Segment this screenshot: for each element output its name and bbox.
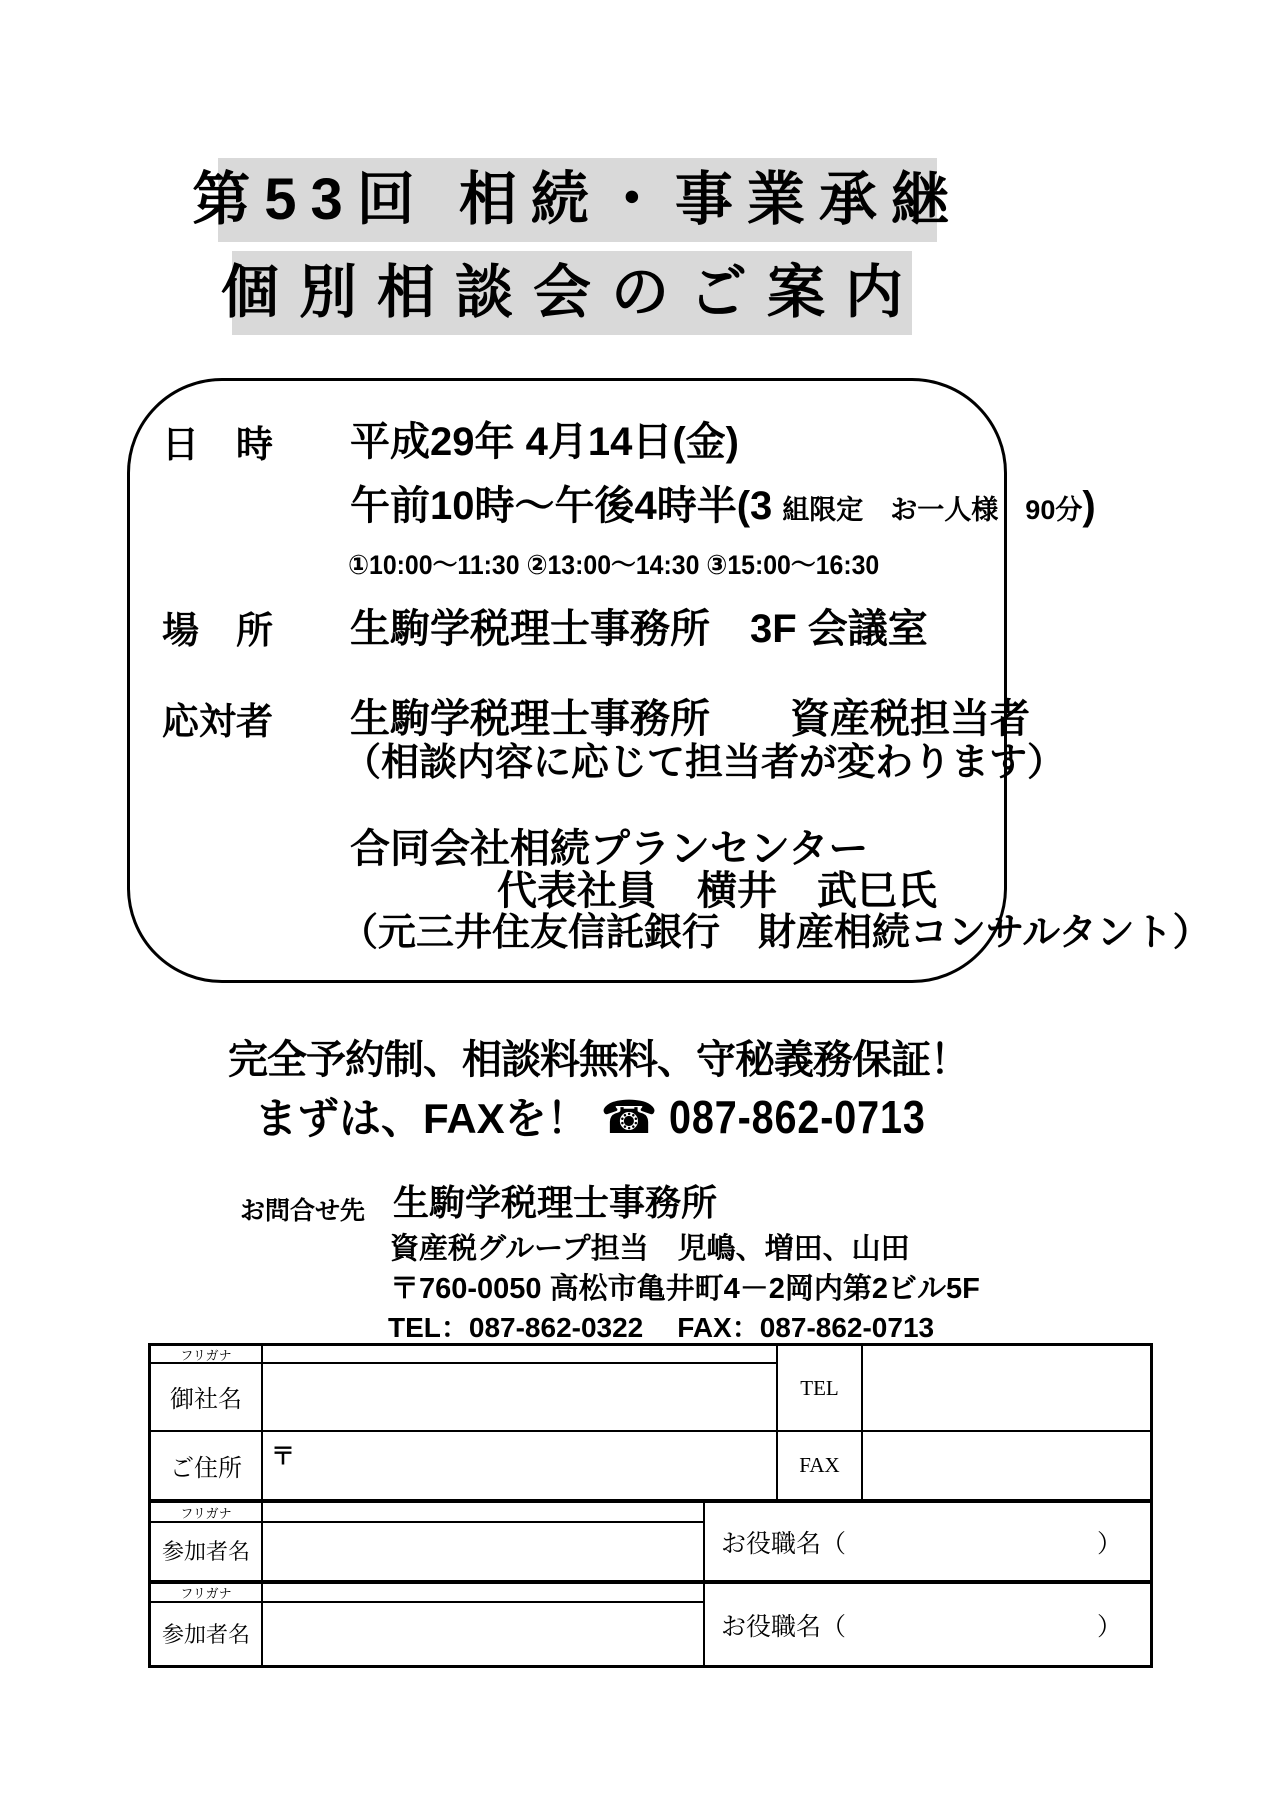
contact-label: お問合せ先 <box>240 1197 366 1225</box>
place-value: 生駒学税理士事務所 3F 会議室 <box>350 607 928 651</box>
contact-tel-fax-line <box>388 1306 934 1346</box>
role1-open-label: お役職名（ <box>721 1530 847 1558</box>
attendant-office-line: 生駒学税理士事務所 資産税担当者 <box>350 697 1030 741</box>
furigana-label-participant2: フリガナ <box>180 1586 232 1601</box>
contact-staff: 資産税グループ担当 児嶋、増田、山田 <box>390 1233 910 1265</box>
datetime-date: 平成29年 4月14日(金) <box>350 420 739 464</box>
furigana-label-participant1: フリガナ <box>180 1505 232 1521</box>
participant2-field <box>263 1601 703 1665</box>
flyer-title-line2-text: 個別相談会のご案内 <box>221 260 924 325</box>
participant1-field <box>263 1521 703 1580</box>
participant2-furigana-field <box>263 1584 703 1601</box>
attendant-representative-line: 代表社員 横井 武巳氏 <box>497 869 937 913</box>
attendant-label: 応対者 <box>162 701 273 742</box>
flyer-title-line1-text: 第53回 相続・事業承継 <box>192 167 963 232</box>
phone-icon: ☎ <box>600 1091 658 1143</box>
furigana-label-company: フリガナ <box>180 1347 232 1363</box>
datetime-time-note: 組限定 お一人様 90分 <box>782 495 1083 525</box>
contact-tel: TEL：087-862-0322 <box>388 1312 644 1343</box>
address-field <box>263 1430 776 1500</box>
fax-number: 087-862-0713 <box>669 1091 927 1143</box>
datetime-time <box>350 474 1096 531</box>
participant2-label: 参加者名 <box>161 1621 250 1647</box>
role2-open-label: お役職名（ <box>721 1613 847 1641</box>
role1-close-paren: ） <box>1096 1530 1122 1558</box>
flyer-title-line2 <box>221 251 924 335</box>
attendant-company-line: 合同会社相続プランセンター <box>350 827 869 871</box>
contact-fax: FAX：087-862-0713 <box>677 1312 935 1343</box>
tel-label: TEL <box>800 1375 839 1400</box>
datetime-time-main: 午前10時～午後4時半(3 <box>350 484 773 528</box>
role1-cell <box>705 1503 1150 1580</box>
participant1-furigana-field <box>263 1503 703 1521</box>
place-label: 場 所 <box>162 610 273 651</box>
fax-label: FAX <box>799 1452 840 1477</box>
address-label: ご住所 <box>170 1455 242 1482</box>
slogan-line2-text: まずは、FAXを！ <box>255 1095 589 1142</box>
fax-field <box>863 1430 1150 1500</box>
tel-field <box>863 1346 1150 1430</box>
postal-mark: 〒 <box>271 1443 295 1470</box>
datetime-slots: ①10:00～11:30 ②13:00～14:30 ③15:00～16:30 <box>348 550 880 580</box>
slogan-line1: 完全予約制、相談料無料、守秘義務保証！ <box>228 1038 969 1082</box>
datetime-label: 日 時 <box>162 424 273 465</box>
company-name-field <box>263 1362 776 1430</box>
contact-office: 生駒学税理士事務所 <box>393 1182 718 1223</box>
slogan-line2 <box>255 1086 968 1146</box>
participant1-label: 参加者名 <box>161 1539 250 1564</box>
role2-close-paren: ） <box>1096 1613 1122 1641</box>
company-name-label: 御社名 <box>170 1386 242 1413</box>
fax-form-table <box>148 1343 1153 1668</box>
datetime-time-close: ) <box>1082 484 1096 528</box>
company-name-furigana-field <box>263 1346 776 1362</box>
contact-address: 〒760-0050 高松市亀井町4－2岡内第2ビル5F <box>390 1273 980 1305</box>
flyer-title-line1 <box>192 158 963 242</box>
attendant-note-line: （相談内容に応じて担当者が変わります） <box>343 742 1066 784</box>
attendant-career-line: （元三井住友信託銀行 財産相続コンサルタント） <box>340 912 1211 954</box>
role2-cell <box>705 1584 1150 1665</box>
